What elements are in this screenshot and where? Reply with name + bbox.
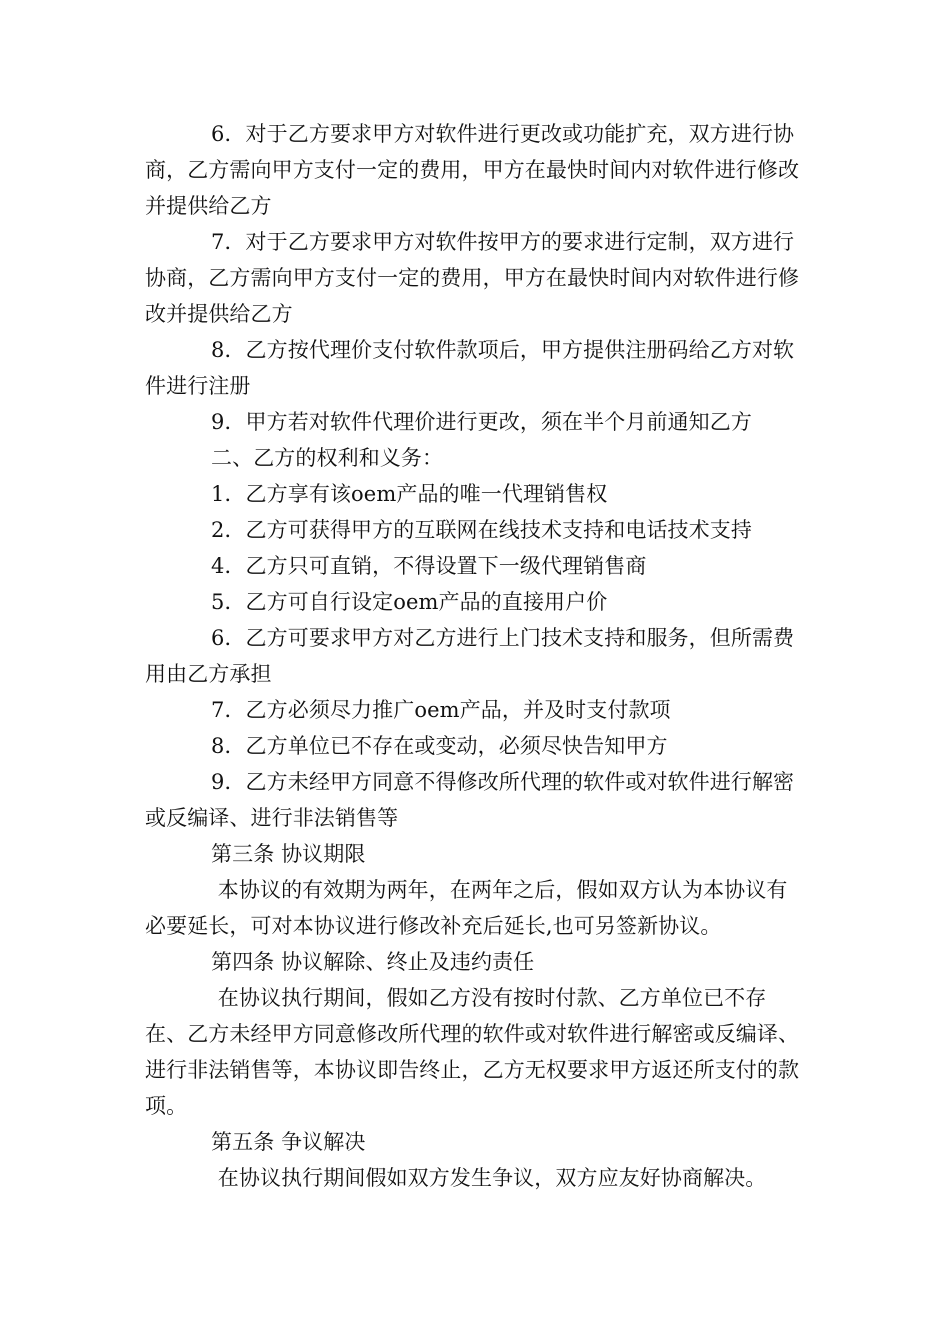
clause-paragraph: 8．乙方单位已不存在或变动，必须尽快告知甲方 — [211, 734, 668, 758]
article-heading: 第四条 协议解除、终止及违约责任 — [211, 950, 535, 974]
clause-paragraph: 6．乙方可要求甲方对乙方进行上门技术支持和服务，但所需费用由乙方承担 — [145, 626, 795, 686]
article-heading: 第五条 争议解决 — [211, 1130, 366, 1154]
clause-paragraph: 4．乙方只可直销，不得设置下一级代理销售商 — [211, 554, 647, 578]
clause-paragraph: 7．乙方必须尽力推广oem产品，并及时支付款项 — [211, 698, 671, 722]
article-body: 本协议的有效期为两年，在两年之后，假如双方认为本协议有必要延长，可对本协议进行修改补充后延长,也可另签新协议。 — [145, 878, 788, 938]
clause-paragraph: 5．乙方可自行设定oem产品的直接用户价 — [211, 590, 608, 614]
clause-paragraph: 2．乙方可获得甲方的互联网在线技术支持和电话技术支持 — [211, 518, 752, 542]
clause-paragraph: 9．甲方若对软件代理价进行更改，须在半个月前通知乙方 — [211, 410, 752, 434]
clause-paragraph: 1．乙方享有该oem产品的唯一代理销售权 — [211, 482, 608, 506]
article-body: 在协议执行期间假如双方发生争议，双方应友好协商解决。 — [211, 1166, 767, 1190]
article-heading: 第三条 协议期限 — [211, 842, 366, 866]
article-body: 在协议执行期间，假如乙方没有按时付款、乙方单位已不存在、乙方未经甲方同意修改所代理的软件或对软件进行解密或反编译、进行非法销售等，本协议即告终止，乙方无权要求甲方返还所支付的款项。 — [145, 986, 800, 1118]
section-heading: 二、乙方的权利和义务： — [211, 446, 444, 470]
clause-paragraph: 7．对于乙方要求甲方对软件按甲方的要求进行定制，双方进行协商，乙方需向甲方支付一定的费用，甲方在最快时间内对软件进行修改并提供给乙方 — [145, 230, 800, 326]
clause-paragraph: 9．乙方未经甲方同意不得修改所代理的软件或对软件进行解密或反编译、进行非法销售等 — [145, 770, 795, 830]
document-body — [145, 116, 807, 1196]
clause-paragraph: 8．乙方按代理价支付软件款项后，甲方提供注册码给乙方对软件进行注册 — [145, 338, 795, 398]
clause-paragraph: 6．对于乙方要求甲方对软件进行更改或功能扩充，双方进行协商，乙方需向甲方支付一定的费用，甲方在最快时间内对软件进行修改并提供给乙方 — [145, 122, 800, 218]
